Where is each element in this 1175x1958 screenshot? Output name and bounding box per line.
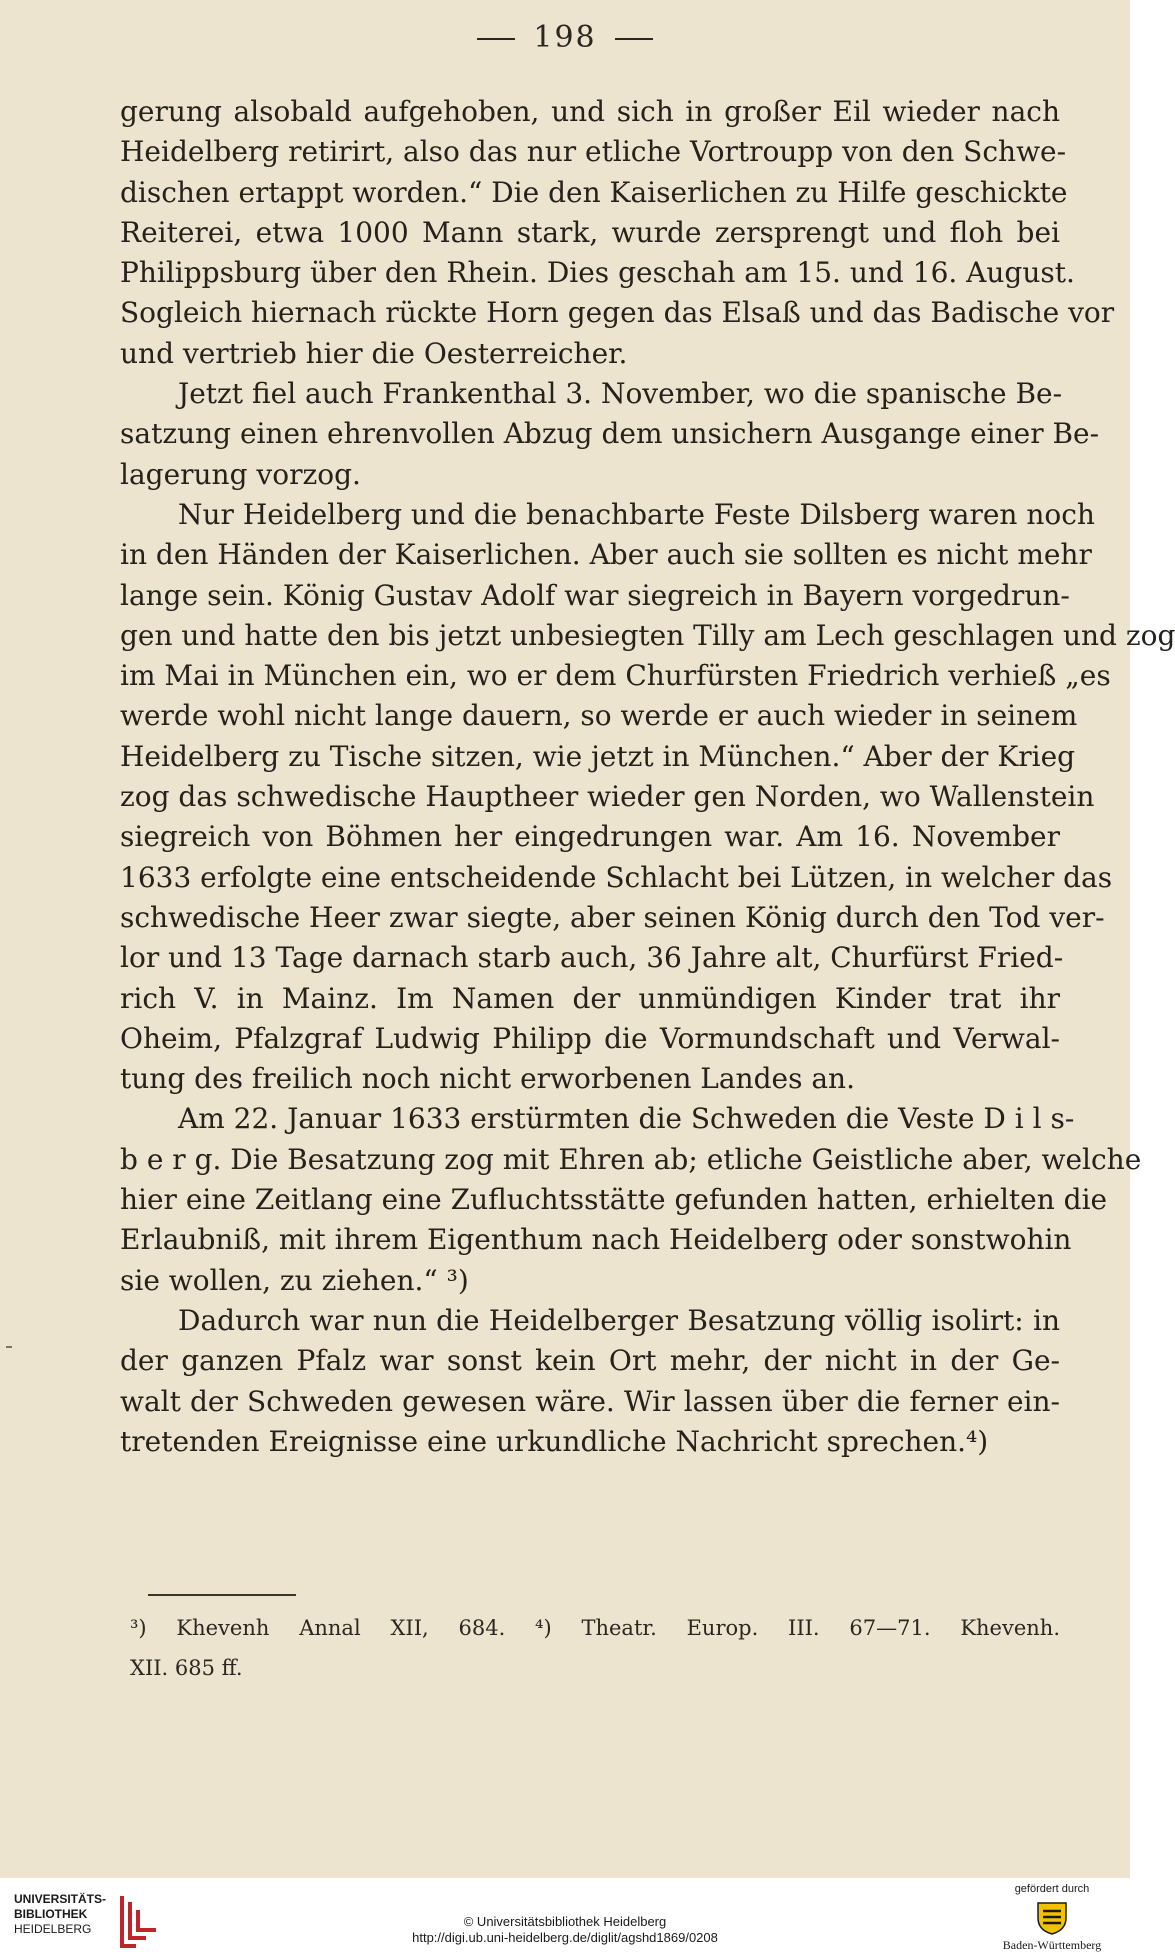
text-line: walt der Schweden gewesen wäre. Wir lassen über die ferner ein- [120, 1384, 1060, 1418]
page-footer [0, 1878, 1130, 1958]
text-line: Jetzt fiel auch Frankenthal 3. November, wo die spanische Be- [178, 377, 1063, 411]
text-line: Oheim, Pfalzgraf Ludwig Philipp die Vormundschaft und Verwal- [120, 1021, 1060, 1055]
text-line: satzung einen ehrenvollen Abzug dem unsichern Ausgange einer Be- [120, 417, 1100, 451]
page-number-value: 198 [533, 20, 597, 55]
text-line: der ganzen Pfalz war sonst kein Ort mehr, der nicht in der Ge- [120, 1344, 1060, 1378]
body-text [120, 92, 1175, 1462]
footer-credits [0, 1914, 1130, 1946]
text-line: Nur Heidelberg und die benachbarte Feste Dilsberg waren noch [178, 497, 1095, 531]
text-line: lange sein. König Gustav Adolf war siegreich in Bayern vorgedrun- [120, 578, 1070, 612]
text-line: Erlaubniß, mit ihrem Eigenthum nach Heidelberg oder sonstwohin [120, 1223, 1072, 1257]
text-line: hier eine Zeitlang eine Zufluchtsstätte gefunden hatten, erhielten die [120, 1183, 1108, 1217]
text-line: tung des freilich noch nicht erworbenen Landes an. [120, 1062, 855, 1096]
text-line: Am 22. Januar 1633 erstürmten die Schweden die Veste D i l s- [178, 1102, 1075, 1136]
text-line: in den Händen der Kaiserlichen. Aber auch sie sollten es nicht mehr [120, 538, 1092, 572]
funder-name: Baden-Württemberg [1002, 1938, 1102, 1952]
text-line: rich V. in Mainz. Im Namen der unmündigen Kinder trat ihr [120, 981, 1060, 1015]
text-line: tretenden Ereignisse eine urkundliche Nachricht sprechen.⁴) [120, 1424, 989, 1458]
text-line: sie wollen, zu ziehen.“ ³) [120, 1263, 469, 1297]
text-line: Philippsburg über den Rhein. Dies geschah am 15. und 16. August. [120, 256, 1075, 290]
footnotes [130, 1608, 1060, 1688]
text-line: im Mai in München ein, wo er dem Churfürsten Friedrich verhieß „es [120, 659, 1111, 693]
text-line: Sogleich hiernach rückte Horn gegen das Elsaß und das Badische vor [120, 296, 1115, 330]
text-line: lor und 13 Tage darnach starb auch, 36 Jahre alt, Churfürst Fried- [120, 941, 1064, 975]
state-crest-icon [1035, 1900, 1069, 1936]
text-line: Heidelberg retirirt, also das nur etliche Vortroupp von den Schwe- [120, 135, 1067, 169]
footnote-rule [148, 1594, 296, 1596]
funder-logo[interactable] [992, 1882, 1112, 1956]
page-number-dash-left [477, 38, 515, 40]
text-line: Dadurch war nun die Heidelberger Besatzung völlig isolirt: in [178, 1303, 1060, 1337]
library-name-line1: UNIVERSITÄTS- [14, 1892, 107, 1906]
library-name-line3: HEIDELBERG [14, 1922, 92, 1936]
text-line: siegreich von Böhmen her eingedrungen war. Am 16. November [120, 820, 1060, 854]
text-line: zog das schwedische Hauptheer wieder gen Norden, wo Wallenstein [120, 780, 1095, 814]
gutter-mark [6, 1346, 12, 1348]
footnote-line: ³) Khevenh Annal XII, 684. ⁴) Theatr. Europ. III. 67—71. Khevenh. [130, 1616, 1060, 1640]
text-line: Reiterei, etwa 1000 Mann stark, wurde zersprengt und floh bei [120, 215, 1060, 249]
library-name-line2: BIBLIOTHEK [14, 1907, 88, 1921]
text-line: Heidelberg zu Tische sitzen, wie jetzt in München.“ Aber der Krieg [120, 739, 1076, 773]
source-url-link[interactable]: http://digi.ub.uni-heidelberg.de/diglit/agshd1869/0208 [412, 1930, 718, 1945]
page-number-dash-right [615, 38, 653, 40]
text-line: gen und hatte den bis jetzt unbesiegten Tilly am Lech geschlagen und zog [120, 618, 1175, 652]
copyright-text: © Universitätsbibliothek Heidelberg [463, 1914, 667, 1929]
text-line: gerung alsobald aufgehoben, und sich in großer Eil wieder nach [120, 95, 1060, 128]
text-line: 1633 erfolgte eine entscheidende Schlacht bei Lützen, in welcher das [120, 860, 1113, 894]
text-line: b e r g. Die Besatzung zog mit Ehren ab; etliche Geistliche aber, welche [120, 1142, 1142, 1176]
page-number [0, 20, 1130, 55]
text-line: und vertrieb hier die Oesterreicher. [120, 336, 628, 370]
funder-label: gefördert durch [1014, 1883, 1090, 1895]
text-line: lagerung vorzog. [120, 457, 361, 491]
text-line: dischen ertappt worden.“ Die den Kaiserlichen zu Hilfe geschickte [120, 175, 1068, 209]
footnote-line: XII. 685 ff. [130, 1656, 243, 1680]
text-line: schwedische Heer zwar siegte, aber seinen König durch den Tod ver- [120, 900, 1105, 934]
text-line: werde wohl nicht lange dauern, so werde er auch wieder in seinem [120, 699, 1078, 733]
